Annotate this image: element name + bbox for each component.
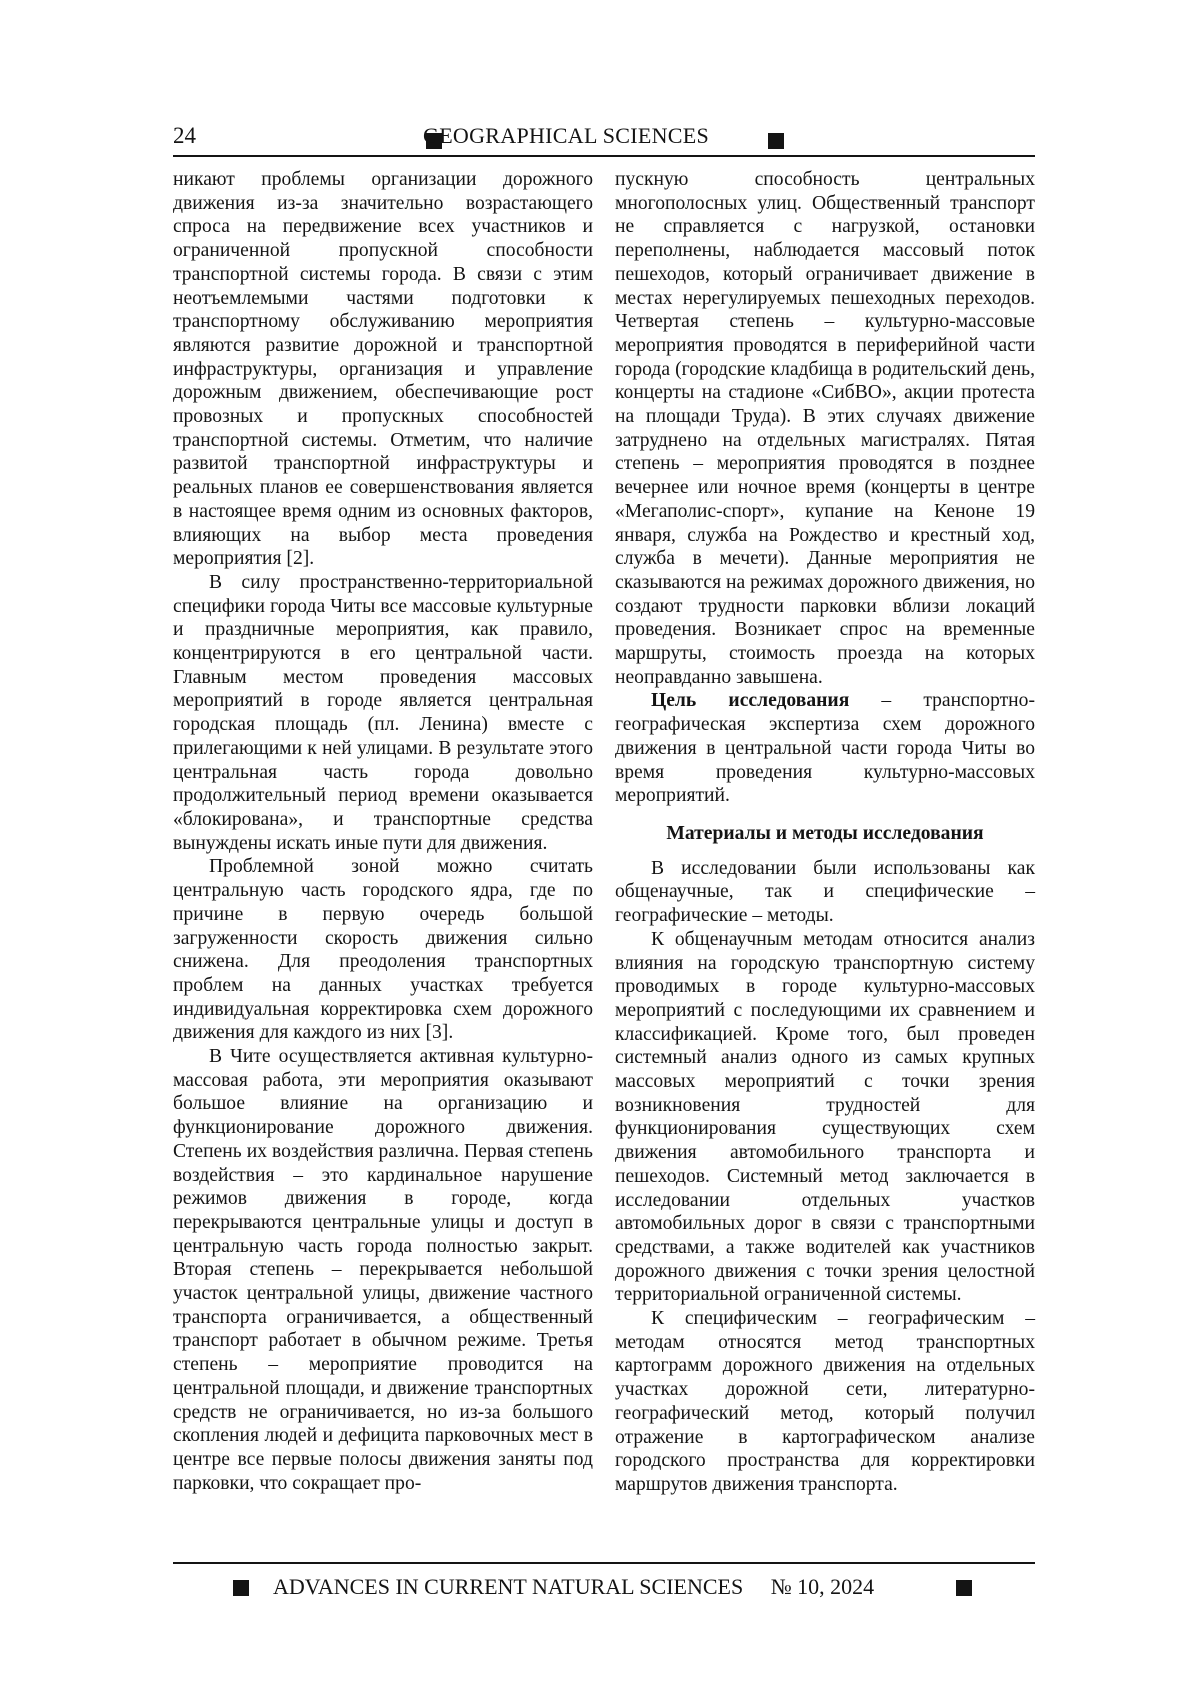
paragraph: В исследовании были использованы как общенаучные, так и специфические – географические – методы.	[615, 857, 1035, 927]
paragraph: К специфическим – географическим – методам относятся метод транспортных картограмм дорожного движения на отдельных участках дорожной сети, литературно-географический метод, который получил отражение в картографическом анализе городского пространства для корректировки маршрутов движения транспорта.	[615, 1308, 1035, 1495]
paragraph: пускную способность центральных многополосных улиц. Общественный транспорт не справляется с нагрузкой, остановки переполнены, наблюдается массовый поток пешеходов, который ограничивает движение в местах нерегулируемых пешеходных переходов. Четвертая степень – культурно-массовые мероприятия проводятся в периферийной части города (городские кладбища в родительский день, концерты на стадионе «СибВО», акции протеста на площади Труда). В этих случаях движение затруднено на отдельных магистралях. Пятая степень – мероприятия проводятся в позднее вечернее или ночное время (концерты в центре «Мегаполис-спорт», купание на Кеноне 19 января, служба на Рождество и крестный ход, служба в мечети). Данные мероприятия не сказываются на режимах дорожного движения, но создают трудности парковки вблизи локаций проведения. Возникает спрос на временные маршруты, стоимость проезда на которых неоправданно завышена.	[615, 169, 1035, 688]
paragraph: В силу пространственно-территориальной специфики города Читы все массовые культурные и праздничные мероприятия, как правило, концентрируются в его центральной части. Главным местом проведения массовых мероприятий в городе является центральная городская площадь (пл. Ленина) вместе с прилегающими к ней улицами. В результате этого центральная часть города довольно продолжительный период времени оказывается «блокирована», и транспортные средства вынуждены искать иные пути для движения.	[173, 571, 593, 854]
goal-label: Цель исследования	[651, 690, 850, 712]
running-title: GEOGRAPHICAL SCIENCES	[423, 123, 710, 148]
paragraph: К общенаучным методам относится анализ влияния на городскую транспортную систему проводимых в городе культурно-массовых мероприятий с последующими их сравнением и классификацией. Кроме того, был проведен системный анализ одного из самых крупных массовых мероприятий с точки зрения возникновения трудностей для функционирования существующих схем движения автомобильного транспорта и пешеходов. Системный метод заключается в исследовании отдельных участков автомобильных дорог в связи с транспортными средствами, а также водителей как участников дорожного движения с точки зрения целостной территориальной ограниченной системы.	[615, 928, 1035, 1306]
paragraph: никают проблемы организации дорожного движения из-за значительно возрастающего спроса на передвижение всех участников и ограниченной пропускной способности транспортной системы города. В связи с этим неотъемлемыми частями подготовки к транспортному обслуживанию мероприятия являются развитие дорожной и транспортной инфраструктуры, организация и управление дорожным движением, обеспечивающие рост провозных и пропускных способностей транспортной системы. Отметим, что наличие развитой транспортной инфраструктуры и реальных планов ее совершенствования является в настоящее время одним из основных факторов, влияющих на выбор места проведения мероприятия [2].	[173, 169, 593, 570]
goal-paragraph	[615, 689, 1035, 808]
page-footer	[173, 1562, 1035, 1606]
left-column	[173, 168, 593, 1495]
goal-text: – транспортно-географическая экспертиза схем дорожного движения в центральной части города Читы во время проведения культурно-массовых мероприятий.	[615, 690, 1035, 807]
page-header	[173, 117, 1035, 157]
square-bullet-icon	[956, 1580, 972, 1596]
footer-rule	[173, 1562, 1035, 1564]
section-heading: Материалы и методы исследования	[666, 822, 984, 844]
page-number: 24	[173, 123, 196, 148]
paragraph: В Чите осуществляется активная культурно-массовая работа, эти мероприятия оказывают большое влияние на организацию и функционирование дорожного движения. Степень их воздействия различна. Первая степень воздействия – это кардинальное нарушение режимов движения в городе, когда перекрываются центральные улицы и доступ в центральную часть города полностью закрыт. Вторая степень – перекрывается небольшой участок центральной улицы, движение частного транспорта ограничивается, а общественный транспорт работает в обычном режиме. Третья степень – мероприятие проводится на центральной площади, и движение транспортных средств не ограничивается, но из-за большого скопления людей и дефицита парковочных мест в центре все первые полосы движения заняты под парковки, что сокращает про-	[173, 1046, 593, 1494]
square-bullet-icon	[768, 133, 784, 149]
right-column	[615, 168, 1035, 1497]
paragraph: Проблемной зоной можно считать центральную часть городского ядра, где по причине в первую очередь большой загруженности скорость движения сильно снижена. Для преодоления транспортных проблем на данных участках требуется индивидуальная корректировка схем дорожного движения для каждого из них [3].	[173, 856, 593, 1044]
square-bullet-icon	[233, 1580, 249, 1596]
journal-title: ADVANCES IN CURRENT NATURAL SCIENCES № 10, 2024	[273, 1574, 875, 1599]
header-rule	[173, 155, 1035, 157]
